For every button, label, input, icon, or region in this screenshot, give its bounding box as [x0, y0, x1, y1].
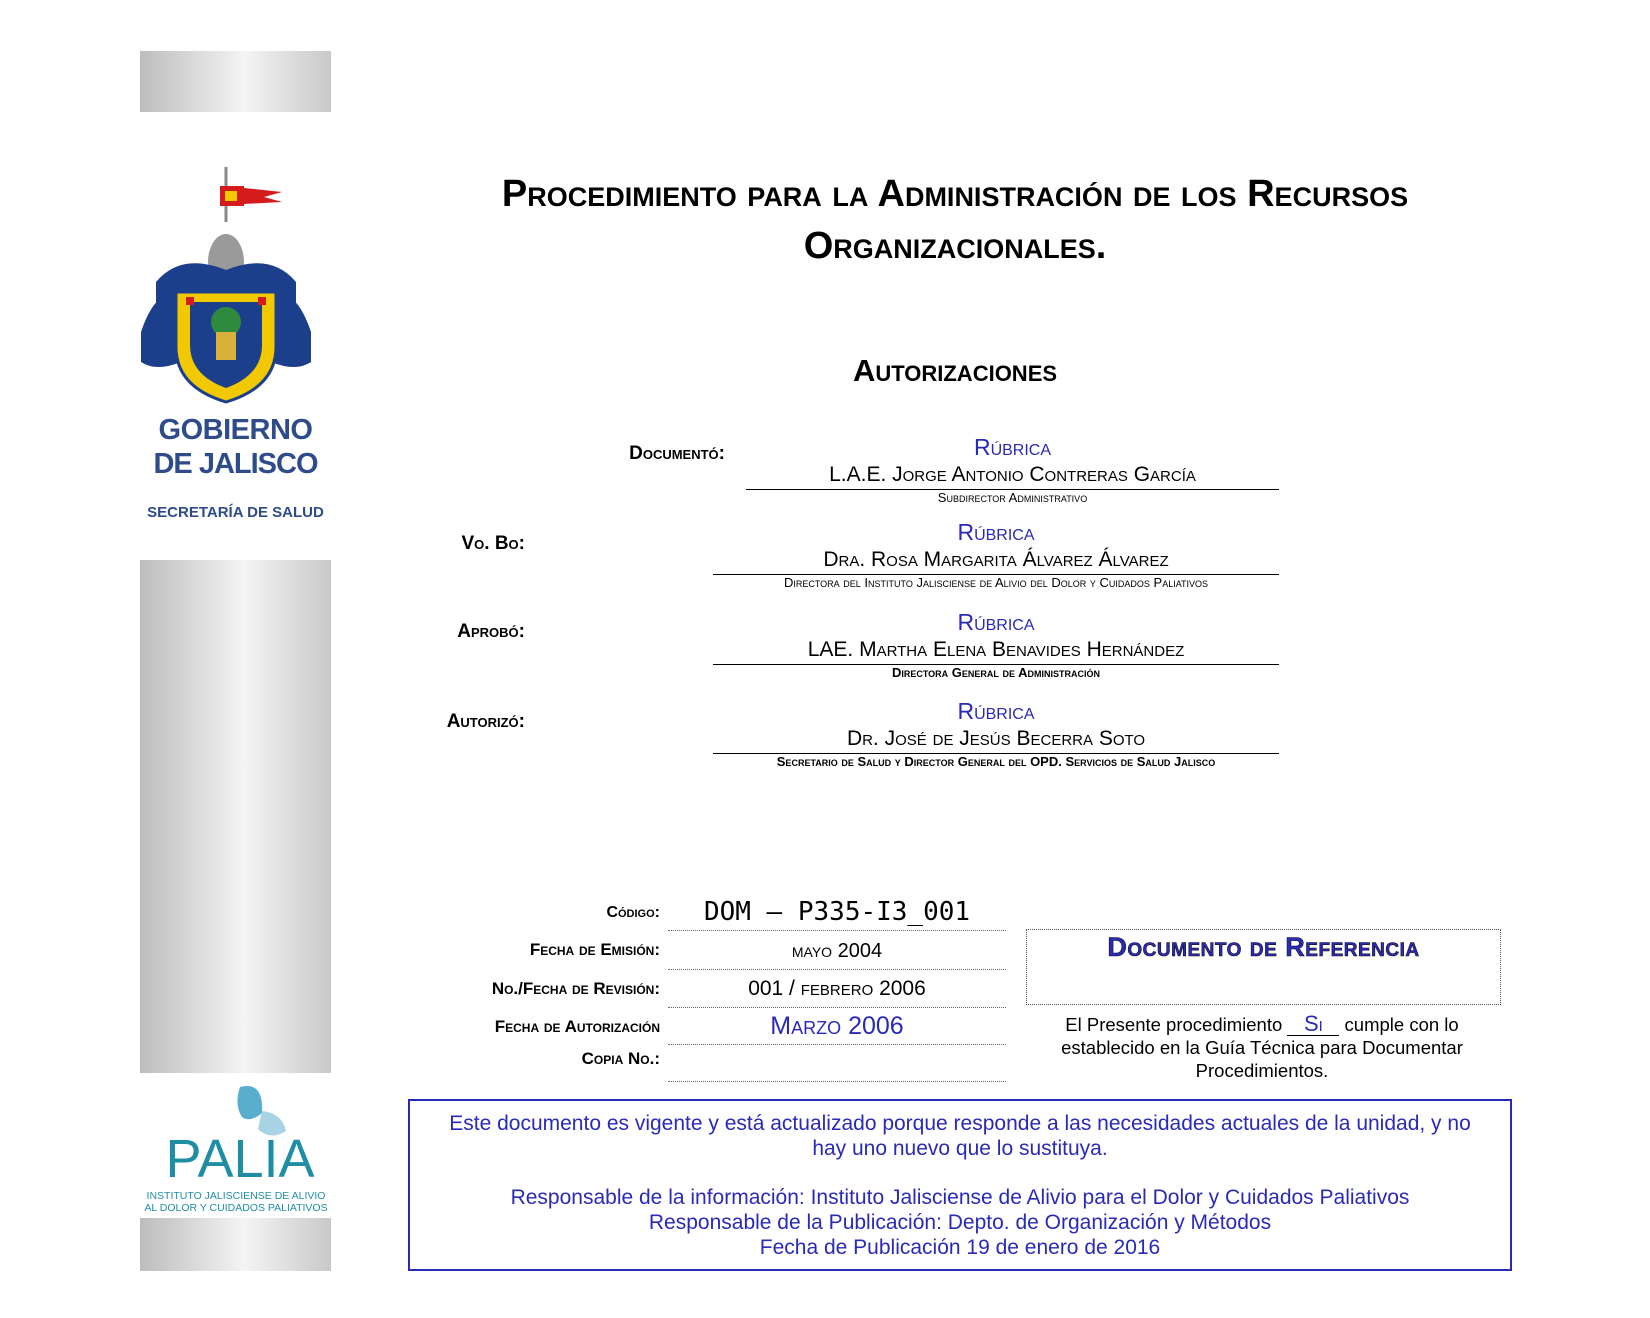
- signer-name: LAE. Martha Elena Benavides Hernández: [713, 637, 1279, 665]
- revision-value: 001 / febrero 2006: [668, 973, 1006, 1008]
- footer-line1: Este documento es vigente y está actualizado porque responde a las necesidades actuales de la unidad, y no: [449, 1112, 1471, 1135]
- sidebar-bottom-bar: [140, 1218, 331, 1271]
- reference-line2: establecido en la Guía Técnica para Documentar: [1061, 1037, 1463, 1058]
- secretaria-label: SECRETARÍA DE SALUD: [147, 504, 324, 521]
- reference-statement: [1012, 1012, 1512, 1082]
- role-documento: Documentó:: [629, 443, 725, 464]
- footer-line5: Fecha de Publicación 19 de enero de 2016: [759, 1236, 1161, 1259]
- palia-subtitle-line2: AL DOLOR Y CUIDADOS PALIATIVOS: [144, 1202, 328, 1214]
- signature-block-vobo: [713, 519, 1279, 590]
- signer-position: Directora del Instituto Jalisciense de Alivio del Dolor y Cuidados Paliativos: [783, 575, 1209, 590]
- validity-footer-box: [408, 1099, 1512, 1271]
- reference-title: Documento de Referencia: [1107, 932, 1420, 962]
- signer-name: Dra. Rosa Margarita Álvarez Álvarez: [713, 547, 1279, 575]
- role-autorizo: Autorizó:: [446, 711, 525, 732]
- signer-position: Secretario de Salud y Director General del OPD. Servicios de Salud Jalisco: [776, 754, 1216, 769]
- fecha-emision-label: Fecha de Emisión:: [529, 940, 660, 959]
- signer-name: Dr. José de Jesús Becerra Soto: [713, 726, 1279, 754]
- codigo-label: Código:: [606, 904, 660, 921]
- reference-line3: Procedimientos.: [1195, 1060, 1329, 1081]
- gov-name-line1: GOBIERNO: [158, 414, 313, 446]
- jalisco-coat-of-arms-logo: [136, 162, 316, 407]
- rubrica-label: Rúbrica: [957, 609, 1035, 635]
- footer-line4: Responsable de la Publicación: Depto. de Organización y Métodos: [648, 1211, 1272, 1234]
- codigo-value: DOM – P335-I3_001: [668, 896, 1006, 931]
- fecha-autorizacion-value: Marzo 2006: [668, 1010, 1006, 1045]
- signer-position: Subdirector Administrativo: [937, 490, 1088, 505]
- palia-name: PALIA: [165, 1129, 315, 1189]
- signature-block-documento: [746, 434, 1279, 505]
- reference-text-before: El Presente procedimiento: [1065, 1014, 1283, 1035]
- role-aprobo: Aprobó:: [457, 621, 525, 642]
- rubrica-label: Rúbrica: [957, 519, 1035, 545]
- copia-label: Copia No.:: [581, 1049, 660, 1068]
- palia-subtitle-line1: INSTITUTO JALISCIENSE DE ALIVIO: [146, 1190, 326, 1202]
- rubrica-label: Rúbrica: [957, 698, 1035, 724]
- role-vobo: Vo. Bo:: [461, 533, 525, 554]
- signer-name: L.A.E. Jorge Antonio Contreras García: [746, 462, 1279, 490]
- fecha-autorizacion-label: Fecha de Autorización: [494, 1017, 660, 1036]
- footer-line3: Responsable de la información: Instituto Jalisciense de Alivio para el Dolor y Cuidados Paliativos: [510, 1186, 1410, 1209]
- signer-position: Directora General de Administración: [891, 665, 1101, 680]
- section-heading: Autorizaciones: [852, 353, 1058, 388]
- signature-block-aprobo: [713, 609, 1279, 680]
- revision-label: No./Fecha de Revisión:: [491, 979, 660, 998]
- sidebar-top-bar: [140, 51, 331, 112]
- document-title-line1: Procedimiento para la Administración de los Recursos: [501, 173, 1409, 215]
- document-title-line2: Organizacionales.: [803, 225, 1107, 267]
- reference-value: Si: [1287, 1012, 1339, 1036]
- signature-block-autorizo: [713, 698, 1279, 769]
- fecha-emision-value: mayo 2004: [668, 936, 1006, 970]
- rubrica-label: Rúbrica: [973, 434, 1052, 460]
- copia-value: [668, 1047, 1006, 1082]
- reference-line1: [1012, 1012, 1512, 1036]
- gov-name-line2: DE JALISCO: [153, 448, 318, 480]
- reference-text-after: cumple con lo: [1344, 1014, 1459, 1035]
- reference-box: [1026, 929, 1501, 1005]
- footer-line2: hay uno nuevo que lo sustituya.: [812, 1137, 1108, 1160]
